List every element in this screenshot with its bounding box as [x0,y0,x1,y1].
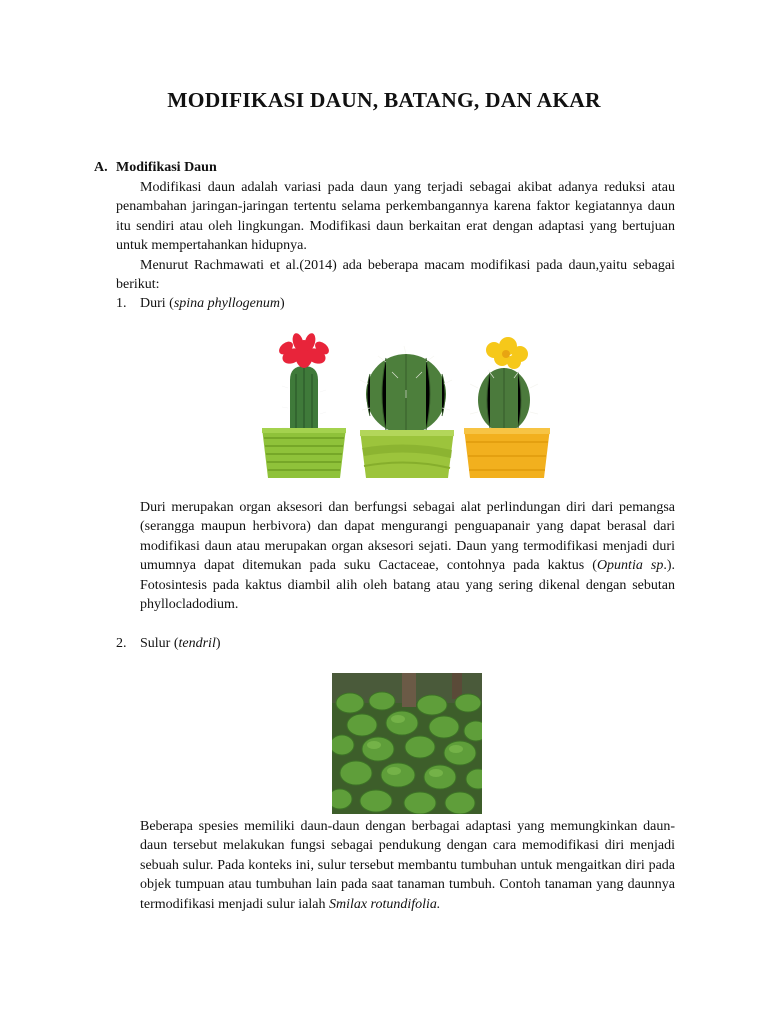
item-2-label-italic: tendril [178,636,216,651]
tendril-plant-illustration [332,673,482,814]
cactus-image [258,328,554,480]
item-1-label-text: Duri ( [140,296,174,311]
section-a-heading-text: Modifikasi Daun [116,160,217,175]
item-1-label [116,294,285,313]
item-1-description [140,498,675,614]
item-2-desc-italic: Smilax rotundifolia. [328,896,441,912]
intro-paragraph-1: Modifikasi daun adalah variasi pada daun yang terjadi sebagai akibat adanya reduksi atau penambahan jaringan-jaringan tertentu selama perkembangannya karena faktor kegiatannya daun itu sendiri atau oleh lingkungan. Modifikasi daun berkaitan erat dengan adaptasi yang bertujuan untuk mempertahankan hidupnya. [116,180,675,254]
item-1-label-end: ) [279,296,285,311]
item-2-label-text: Sulur ( [140,636,179,651]
item-1-desc-part1: Duri merupakan organ aksesori dan berfungsi sebagai alat perlindungan diri dari pemangsa (serangga maupun herbivora) dan dapat mengurangi penguapanair yang dapat berasal dari modifikasi daun atau merupakan organ aksesori sejati. Daun yang termodifikasi menjadi duri umumnya dapat ditemukan pada suku Cactaceae, contohnya pada kaktus ( [140,500,675,574]
section-a-letter: A. [94,160,108,175]
item-2-label-end: ) [215,636,221,651]
item-2-description [140,817,675,914]
item-2-desc-part1: Beberapa spesies memiliki daun-daun dengan berbagai adaptasi yang memungkinkan daun-daun tersebut melakukan fungsi sebagai pendukung dengan cara memodifikasi diri menjadi sebuah sulur. Pada konteks ini, sulur tersebut membantu tumbuhan untuk mengaitkan diri pada objek tumpuan atau tumbuhan lain pada saat tanaman tumbuh. Contoh tanaman yang daunnya termodifikasi menjadi sulur ialah [140,819,675,912]
item-2-label [116,634,221,653]
intro-paragraph-2: Menurut Rachmawati et al.(2014) ada beberapa macam modifikasi pada daun,yaitu sebagai berikut: [116,258,675,293]
item-1-number: 1. [116,296,127,311]
page-title: MODIFIKASI DAUN, BATANG, DAN AKAR [167,88,601,112]
item-1-desc-part2: .). Fotosintesis pada kaktus diambil alih oleh batang atau yang sering dikenal dengan sebutan phyllocladodium. [140,558,675,613]
item-2-number: 2. [116,636,127,651]
item-1-label-italic: spina phyllogenum [173,296,280,311]
section-a-heading [94,158,217,177]
cactus-illustration [258,328,554,480]
tendril-plant-image [332,673,482,814]
item-1-desc-italic: Opuntia sp [596,558,664,574]
